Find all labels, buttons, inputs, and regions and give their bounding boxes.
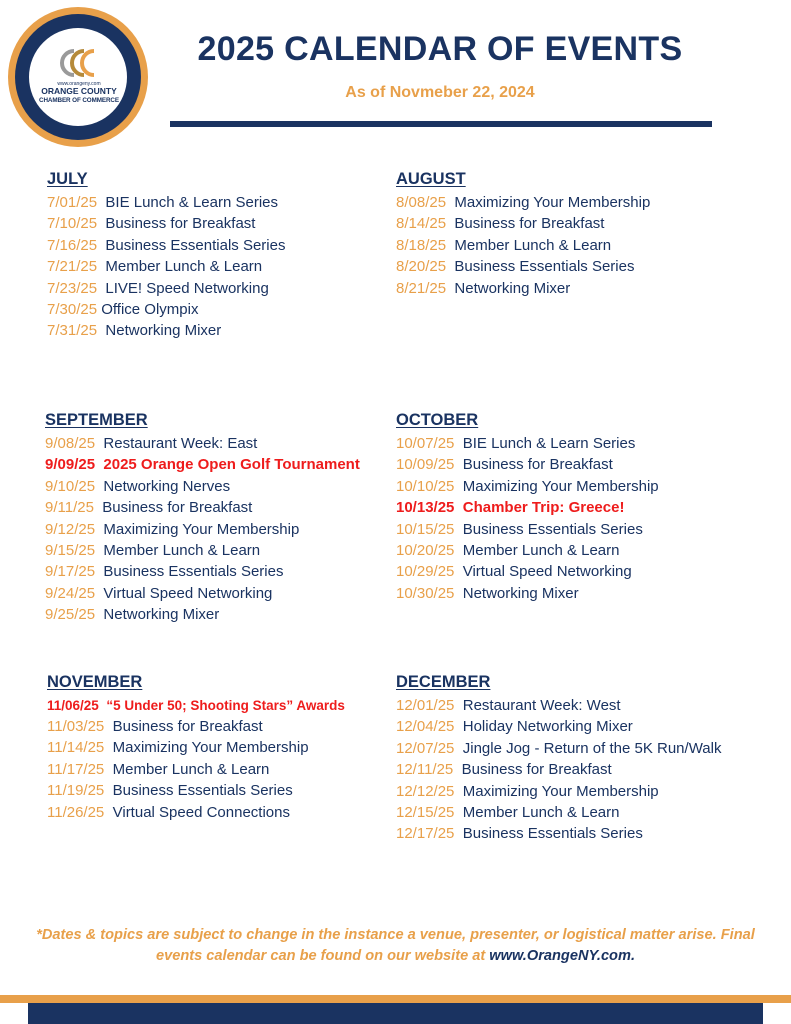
month-heading: NOVEMBER [47,673,143,691]
event-row: 8/18/25 Member Lunch & Learn [396,236,612,254]
event-row: 10/30/25 Networking Mixer [396,584,579,602]
month-section-november [47,671,345,823]
event-row: 7/31/25 Networking Mixer [47,322,222,340]
event-row: 7/21/25 Member Lunch & Learn [47,258,263,276]
month-section-august [396,168,650,299]
chamber-logo [8,7,148,147]
event-row: 9/10/25 Networking Nerves [45,477,231,495]
event-row: 7/16/25 Business Essentials Series [47,236,286,254]
event-row: 8/14/25 Business for Breakfast [396,215,605,233]
month-section-october [396,409,659,604]
event-row: 11/19/25 Business Essentials Series [47,782,293,800]
event-row: 11/03/25 Business for Breakfast [47,718,263,735]
logo-swirl-icon [30,29,128,127]
event-row: 11/14/25 Maximizing Your Membership [47,739,309,757]
event-row-highlight: 9/09/25 2025 Orange Open Golf Tournament [45,456,360,474]
event-row: 9/15/25 Member Lunch & Learn [45,541,261,559]
footer-navy-bar [28,1003,763,1024]
month-heading: JULY [47,170,88,188]
event-row: 12/07/25 Jingle Jog - Return of the 5K Run/Walk [396,739,722,757]
event-row: 7/30/25 Office Olympix [47,300,199,318]
event-row: 10/07/25 BIE Lunch & Learn Series [396,435,636,452]
event-row-highlight: 10/13/25 Chamber Trip: Greece! [396,499,625,517]
event-row: 12/17/25 Business Essentials Series [396,825,643,843]
event-row: 11/26/25 Virtual Speed Connections [47,803,290,821]
event-row: 11/17/25 Member Lunch & Learn [47,760,270,778]
title-divider [170,121,712,127]
logo-sub: CHAMBER OF COMMERCE [39,97,119,104]
logo-url: www.orangeny.com [57,81,101,87]
event-row: 9/24/25 Virtual Speed Networking [45,584,273,602]
event-row: 10/09/25 Business for Breakfast [396,456,613,474]
month-heading: DECEMBER [396,673,491,691]
event-row: 8/20/25 Business Essentials Series [396,258,635,276]
event-row: 7/01/25 BIE Lunch & Learn Series [47,194,278,211]
month-section-september [45,409,360,626]
logo-name: ORANGE COUNTY [41,86,117,96]
disclaimer-note [30,925,761,967]
event-row: 12/01/25 Restaurant Week: West [396,697,621,714]
month-heading: OCTOBER [396,411,479,429]
footer-orange-bar [0,995,791,1003]
website-link[interactable]: www.OrangeNY.com. [489,948,636,964]
event-row: 12/15/25 Member Lunch & Learn [396,803,620,821]
event-row: 10/15/25 Business Essentials Series [396,520,643,538]
page-subtitle: As of Novmeber 22, 2024 [345,84,535,101]
event-row-highlight: 11/06/25 “5 Under 50; Shooting Stars” Awards [47,698,345,713]
event-row: 9/17/25 Business Essentials Series [45,563,284,581]
event-row: 8/21/25 Networking Mixer [396,279,571,297]
event-row: 12/04/25 Holiday Networking Mixer [396,718,633,736]
event-row: 7/23/25 LIVE! Speed Networking [47,279,269,297]
event-row: 10/29/25 Virtual Speed Networking [396,563,632,581]
event-row: 9/12/25 Maximizing Your Membership [45,520,300,538]
page-title: 2025 CALENDAR OF EVENTS [197,30,683,68]
event-row: 10/10/25 Maximizing Your Membership [396,477,659,495]
event-row: 9/08/25 Restaurant Week: East [45,435,258,452]
event-row: 10/20/25 Member Lunch & Learn [396,541,620,559]
month-section-july [47,168,285,342]
disclaimer-text: *Dates & topics are subject to change in the instance a venue, presenter, or logistical matter arise. Final events calendar can be found on our website at [36,927,755,964]
event-row: 9/25/25 Networking Mixer [45,606,220,624]
month-section-december [396,671,721,845]
event-row: 8/08/25 Maximizing Your Membership [396,194,651,211]
event-row: 7/10/25 Business for Breakfast [47,215,256,233]
event-row: 12/11/25 Business for Breakfast [396,761,612,779]
event-row: 9/11/25 Business for Breakfast [45,499,253,517]
month-heading: SEPTEMBER [45,411,148,429]
event-row: 12/12/25 Maximizing Your Membership [396,782,659,800]
month-heading: AUGUST [396,170,466,188]
